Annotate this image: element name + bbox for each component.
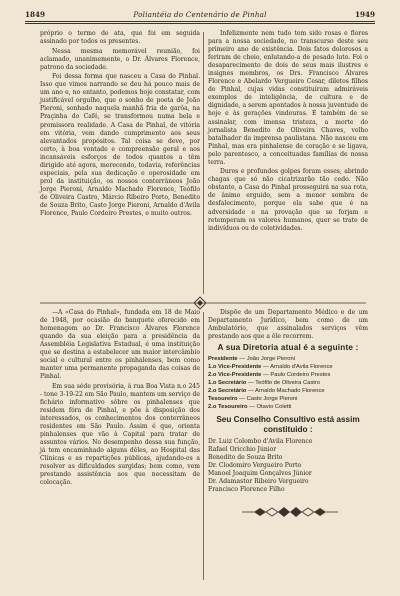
top-left-column	[40, 30, 200, 268]
paragraph: Foi dessa forma que nasceu a Casa do Pinhal. Isso que vimos narrando se deu há pouco mais de um ano e, no entanto, podemos hoje constatar, com justificável orgulho, que o sonho de poeta de João Pieroni, sonhado naquela manhã fria de garôa, na Praçinha do Café, se transformou numa bela e promissora realidade. A Casa de Pinhal, de vitória em vitória, vem dando cumprimento aos seus alevantados propósitos. Tal coisa se deve, por certo, à boa vontade e compreensão geral e aos incansáveis esforços de todos quantos a têm dirigido até agora, merecendo, todavia, referências especiais, pela sua dedicação e operosidade em prol da instituição, os nossos conterrâneos João Jorge Pieroni, Arnaldo Machado Florence, Teófilo de Oliveira Castro, Márcio Ribeiro Porto, Benedito de Souza Brito, Casto Jorge Pieroni, Arnaldo d'Avila Florence, Paulo Cordeiro Prestes, e muito outros.	[40, 73, 200, 218]
paragraph: Infelizmente nem tudo tem sido rosas e flores para a nossa sociedade, no transcurso deste seu primeiro ano de existência. Dois fatos dolorosos a feriram de cheio, enlutando-a de pesado luto. Foi o desaparecimento de dois de seus mais ilustres e insignes membros, os Drs. Francisco Álvares Florence e Abelardo Vergueiro Cesar, diletos filhos de Pinhal, cujas vidas constituíram admiráveis exemplos de inteligência, de cultura e de dignidade, a serem apontados à nossa juventude de hoje e às gerações vindouras. É também de se assinalar, com imensa tristeza, a morte do jornalista Benedito de Oliveira Chaves, velho batalhador da imprensa paulistana. Não nasceu em Pinhal, mas era pinhalense de coração e se ligava, pelo parentesco, a conceituadas famílias de nossa terra.	[208, 30, 368, 166]
directory-row	[208, 403, 368, 411]
column-divider-top	[203, 32, 204, 294]
directory-row	[208, 395, 368, 403]
council-member: Francisco Florence Filho	[208, 485, 285, 493]
directory-member: — Paulo Cordeiro Prestes	[263, 372, 331, 379]
directory-role: 1.o Vice-Presidente	[208, 364, 262, 371]
council-heading: Seu Conselho Consultivo está assim	[216, 415, 360, 425]
paragraph: Duros e profundos golpes foram esses, abrindo chagas que só não cicatrizarão tão cedo. Não obstante, a Casa do Pinhal prosseguirá na sua rota, de ânimo erguido, sem a menor sombra de desfalecimento, porque ela sabe que é na adversidade e na provação que se forjam e retemperam os valores humanos, quer se trate de indivíduos ou de coletividades.	[208, 168, 368, 232]
bottom-right-column	[208, 309, 368, 499]
directory-row	[208, 379, 368, 387]
directory-role: Presidente	[208, 356, 238, 363]
council-member: Dr. Luiz Colombo d'Avila Florence	[208, 437, 313, 445]
column-divider-bottom	[203, 312, 204, 580]
bottom-left-column	[40, 309, 200, 579]
council-list	[208, 438, 368, 494]
directory-role: 1.o Secretário	[208, 380, 247, 387]
directory-list	[208, 355, 368, 411]
council-member: Manoel Joaquim Gonçalves Júnior	[208, 469, 312, 477]
directory-member: — Arnaldo d'Avila Florence	[263, 364, 333, 371]
directory-member: — Teófilo de Oliveira Castro	[247, 380, 321, 387]
directory-row	[208, 371, 368, 379]
header-rule-top	[25, 21, 375, 22]
directory-role: 2.o Vice-Presidente	[208, 372, 262, 379]
section-divider-ornament	[0, 296, 400, 310]
directory-member: — João Jorge Pieroni	[239, 356, 296, 363]
top-right-column	[208, 30, 368, 292]
directory-row	[208, 387, 368, 395]
council-subheading: constituido :	[263, 424, 313, 434]
directory-row	[208, 355, 368, 363]
directory-role: 2.o Tesoureiro	[208, 404, 248, 411]
header-right-number: 1949	[354, 10, 375, 19]
directory-row	[208, 363, 368, 371]
paragraph: Em sua séde provisória, à rua Boa Vista n.o 245 - tone 3-19-22 em São Paulo, mantem um serviço de fichário informativo sôbre os pinhalenses que residem fóra de Pinhal, e põe à disposição dos interessados, os conhecimentos dos conterrâneos residentes em São Paulo. Assim é que, orienta pinhalenses que vão à Capital para tratar de assuntos vários. No desempenho dessa sua função, já tem encaminhado alguns dêles, ao Hospital das Clínicas e as repartições públicas, ajudando-os a resolver as dificuldades surgidas; bem como, vem prestando assistência aos que necessitam de colocação.	[40, 382, 200, 487]
header-left-number: 1849	[25, 10, 46, 19]
council-member: Benedito de Souza Brito	[208, 453, 283, 461]
paragraph: Dispõe de um Departamento Médico e de um Departamento Jurídico, bem como de um Ambulatório, que assinalados serviços vêm prestando aos que a êle recorrem.	[208, 309, 368, 341]
end-ornament	[240, 505, 340, 519]
paragraph: Nessa mesma memorável reunião, foi aclamado, unanimemente, o Dr. Álvares Florence, patrono da sociedade.	[40, 47, 200, 71]
page-header	[25, 5, 375, 19]
header-rule-bottom	[25, 23, 375, 24]
directory-member: — Otavio Coletti	[249, 404, 292, 411]
directory-member: — Arnaldo Machado Florence	[247, 388, 325, 395]
directory-role: 2.o Secretário	[208, 388, 247, 395]
paragraph: próprio o termo de ata, que foi em seguida assinado por todos os presentes.	[40, 30, 200, 46]
directory-heading: A sua Diretoria atual é a seguinte :	[217, 343, 359, 353]
council-member: Dr. Adamastor Ribeiro Vergueiro	[208, 477, 309, 485]
directory-role: Tesoureiro	[208, 396, 238, 403]
council-member: Rafael Oricchio Júnior	[208, 445, 277, 453]
header-title: Poliantéia do Centenário de Pinhal	[133, 10, 267, 19]
council-member: Dr. Clodomiro Vergueiro Porto	[208, 461, 302, 469]
paragraph: —A «Casa do Pinhal», fundada em 18 de Maio de 1948, por ocasião do banquete oferecido em homenagem ao Dr. Francisco Álvares Florence quando da sua eleição para a presidência da Assembléia Legislativa Estadual, é uma instituição que se destina a estabelecer um maior intercâmbio social e cultural entre os pinhalenses, bem como manter uma permanente propaganda das coisas de Pinhal.	[40, 309, 200, 381]
directory-member: — Casto Jorge Pieroni	[239, 396, 298, 403]
